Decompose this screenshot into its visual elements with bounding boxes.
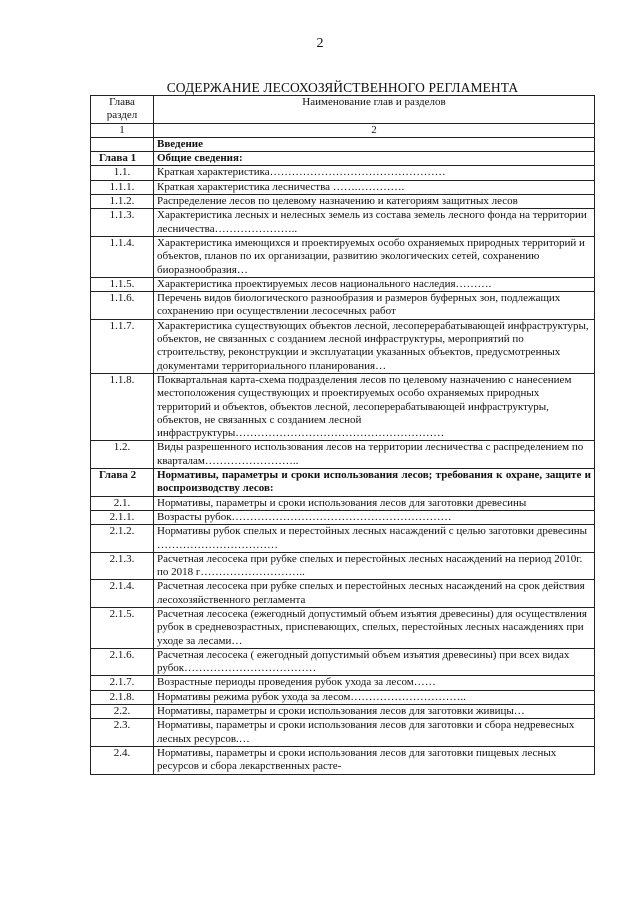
section-number: 2.3. — [91, 719, 154, 747]
table-row — [91, 137, 595, 151]
section-number: 2.1.8. — [91, 690, 154, 704]
section-title: Характеристика существующих объектов лесной, лесоперерабатывающей инфраструктуры, объектов, не связанных с созданием лесной инфраструктуры, мероприятий по строительству, реконструкции и эксплуатации указанных объектов, предусмотренных документами территориального планирования… — [154, 319, 595, 373]
section-number: 1.1.6. — [91, 292, 154, 320]
section-number: 1.1.1. — [91, 180, 154, 194]
section-title: Виды разрешенного использования лесов на территории лесничества с распределением по кварталам…………………….. — [154, 441, 595, 469]
page-number: 2 — [316, 36, 324, 51]
section-title: Нормативы режима рубок ухода за лесом………………………….. — [154, 690, 595, 704]
section-number: 2.1.1. — [91, 510, 154, 524]
section-title: Расчетная лесосека при рубке спелых и перестойных лесных насаждений на период 2010г. по 2018 г……………………….. — [154, 552, 595, 580]
section-title: Краткая характеристика лесничества …….…………. — [154, 180, 595, 194]
table-row — [91, 676, 595, 690]
section-title: Общие сведения: — [154, 152, 595, 166]
table-of-contents — [90, 95, 595, 775]
table-row — [91, 166, 595, 180]
section-number: 1.1.3. — [91, 209, 154, 237]
section-number: 2.1.4. — [91, 580, 154, 608]
table-index-row — [91, 123, 595, 137]
section-number — [91, 137, 154, 151]
table-row — [91, 496, 595, 510]
section-number: 2.1.7. — [91, 676, 154, 690]
section-title: Возрасты рубок…………………………………………………… — [154, 510, 595, 524]
section-title: Перечень видов биологического разнообразия и размеров буферных зон, подлежащих сохранению при осуществлении лесосечных работ — [154, 292, 595, 320]
table-row — [91, 648, 595, 676]
section-number: 1.1.7. — [91, 319, 154, 373]
section-number: 1.1.2. — [91, 195, 154, 209]
section-title: Характеристика проектируемых лесов национального наследия………. — [154, 277, 595, 291]
table-row — [91, 319, 595, 373]
header-col-title: Наименование глав и разделов — [154, 96, 595, 124]
table-row — [91, 746, 595, 774]
table-row — [91, 209, 595, 237]
section-title: Расчетная лесосека (ежегодный допустимый объем изъятия древесины) для осуществления рубок в средневозрастных, приспевающих, спелых, перестойных лесных насаждениях при уходе за лесами… — [154, 607, 595, 648]
section-title: Нормативы, параметры и сроки использования лесов для заготовки древесины — [154, 496, 595, 510]
section-number: 2.1.3. — [91, 552, 154, 580]
section-title: Поквартальная карта-схема подразделения лесов по целевому назначению с нанесением местоположения существующих и проектируемых особо охраняемых природных территорий и объектов, объектов лесной, лесоперерабатывающей инфраструктуры, объектов, не связанных с созданием лесной инфраструктуры………………………………………………… — [154, 373, 595, 440]
section-number: 1.1.4. — [91, 236, 154, 277]
section-number: 1.1. — [91, 166, 154, 180]
section-title: Характеристика лесных и нелесных земель из состава земель лесного фонда на территории лесничества………………….. — [154, 209, 595, 237]
table-row — [91, 607, 595, 648]
section-title: Расчетная лесосека при рубке спелых и перестойных лесных насаждений на срок действия лесохозяйственного регламента — [154, 580, 595, 608]
table-row — [91, 195, 595, 209]
section-title: Расчетная лесосека ( ежегодный допустимый объем изъятия древесины) при всех видах рубок……………………………… — [154, 648, 595, 676]
table-row — [91, 525, 595, 553]
section-number: 2.1.5. — [91, 607, 154, 648]
section-title: Нормативы, параметры и сроки использования лесов; требования к охране, защите и воспроизводству лесов: — [154, 469, 595, 497]
section-title: Нормативы, параметры и сроки использования лесов для заготовки живицы… — [154, 705, 595, 719]
table-row — [91, 580, 595, 608]
table-row — [91, 373, 595, 440]
section-title: Характеристика имеющихся и проектируемых особо охраняемых природных территорий и объектов, планов по их организации, развитию экологических сетей, сохранению биоразнообразия… — [154, 236, 595, 277]
header-index-1: 1 — [91, 123, 154, 137]
section-number: 1.2. — [91, 441, 154, 469]
table-row — [91, 236, 595, 277]
section-number: 1.1.8. — [91, 373, 154, 440]
table-row — [91, 719, 595, 747]
header-col-chapter: Глава раздел — [91, 96, 154, 124]
table-row — [91, 552, 595, 580]
table-row — [91, 510, 595, 524]
table-row — [91, 292, 595, 320]
table-row — [91, 441, 595, 469]
document-title: СОДЕРЖАНИЕ ЛЕСОХОЗЯЙСТВЕННОГО РЕГЛАМЕНТА — [166, 80, 519, 95]
section-title: Нормативы, параметры и сроки использования лесов для заготовки и сбора недревесных лесных ресурсов.… — [154, 719, 595, 747]
table-row — [91, 705, 595, 719]
section-title: Краткая характеристика………………………………………… — [154, 166, 595, 180]
section-title: Нормативы рубок спелых и перестойных лесных насаждений с целью заготовки древесины …………………………… — [154, 525, 595, 553]
section-title: Распределение лесов по целевому назначению и категориям защитных лесов — [154, 195, 595, 209]
chapter-row — [91, 469, 595, 497]
header-index-2: 2 — [154, 123, 595, 137]
section-number: 2.1.2. — [91, 525, 154, 553]
table-row — [91, 277, 595, 291]
section-title: Нормативы, параметры и сроки использования лесов для заготовки пищевых лесных ресурсов и сбора лекарственных расте- — [154, 746, 595, 774]
toc-body — [91, 137, 595, 774]
section-number: 2.4. — [91, 746, 154, 774]
table-row — [91, 180, 595, 194]
table-header-row — [91, 96, 595, 124]
table-row — [91, 690, 595, 704]
section-number: 2.1.6. — [91, 648, 154, 676]
section-number: 2.2. — [91, 705, 154, 719]
section-title: Введение — [154, 137, 595, 151]
chapter-row — [91, 152, 595, 166]
section-number: Глава 2 — [91, 469, 154, 497]
section-title: Возрастные периоды проведения рубок ухода за лесом…… — [154, 676, 595, 690]
section-number: Глава 1 — [91, 152, 154, 166]
section-number: 2.1. — [91, 496, 154, 510]
section-number: 1.1.5. — [91, 277, 154, 291]
